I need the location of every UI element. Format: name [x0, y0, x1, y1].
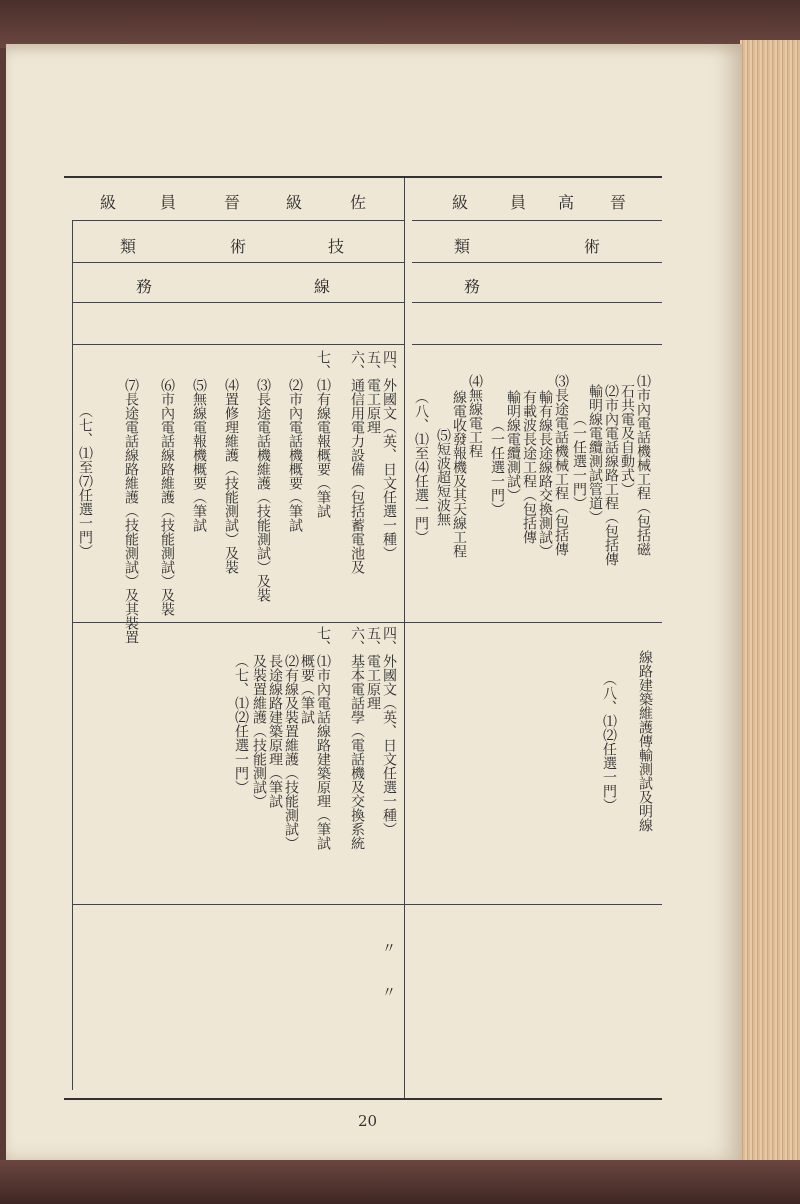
- left-b1-line-6: ⑶長途電話機維護（技能測試）及裝: [255, 378, 271, 602]
- header-rule-1-left: [72, 220, 404, 221]
- section-rule-1: [72, 622, 662, 623]
- right-b2-line-1: 線路建築維護傳輸測試及明線: [637, 650, 653, 832]
- right-b1-line-2: 石共電及自動式）: [619, 384, 635, 496]
- right-grade-char-3: 高: [558, 193, 575, 212]
- left-b1-line-5: ⑵市內電話機概要（筆試: [287, 378, 303, 532]
- left-b1-line-8: ⑸無線電報機概要（筆試: [191, 378, 207, 532]
- left-b2-line-9: （七、⑴⑵任選一門）: [233, 654, 249, 794]
- book-page: [6, 44, 742, 1160]
- ditto-mark-1: 〃: [382, 941, 396, 957]
- header-rule-2-right: [412, 262, 662, 263]
- left-b2-line-4: 七、⑴市內電話線路建築原理（筆試: [315, 626, 331, 850]
- left-b1-line-10: ⑺長途電話線路維護（技能測試）及其裝置: [123, 378, 139, 644]
- left-b2-line-6: ⑵有線及裝置維護（技能測試）: [283, 654, 299, 850]
- left-b2-line-5: 概要（筆試: [299, 654, 315, 724]
- left-b1-line-11: （七、⑴至⑺任選一門）: [77, 404, 93, 558]
- left-category-char-3: 技: [328, 237, 345, 256]
- right-b1-line-14: （八、⑴至⑷任選一門）: [413, 390, 429, 544]
- ditto-mark-2: 〃: [382, 985, 396, 1001]
- right-b1-line-13: ⑸短波超短波無: [435, 428, 451, 526]
- left-b2-line-7: 長途線路建築原理（筆試: [267, 654, 283, 808]
- left-b1-line-2: 五、電工原理: [365, 350, 381, 434]
- left-b2-line-1: 四、外國文（英、日文任選一種）: [381, 626, 397, 836]
- left-grade-char-1: 級: [100, 193, 117, 212]
- left-field-char-2: 線: [314, 277, 331, 296]
- left-grade-char-3: 晉: [224, 193, 241, 212]
- right-b1-line-3: ⑵市內電話線路工程（包括傳: [603, 384, 619, 566]
- left-b2-line-3: 六、基本電話學（電話機及交換系統: [349, 626, 365, 850]
- right-grade-char-2: 員: [510, 193, 527, 212]
- right-b1-line-1: ⑴市內電話機械工程（包括磁: [635, 374, 651, 556]
- right-b1-line-7: 輸有線長途線路交換測試）: [537, 390, 553, 558]
- left-b1-line-4: 七、⑴有線電報概要（筆試: [315, 350, 331, 518]
- left-field-char-1: 務: [136, 277, 153, 296]
- left-b2-line-8: 及裝置維護（技能測試）: [251, 654, 267, 808]
- left-grade-char-5: 佐: [350, 193, 367, 212]
- right-b1-line-12: 線電收發報機及其天線工程: [451, 390, 467, 558]
- book-cover-top: [0, 0, 800, 48]
- right-b1-line-10: （一任選一門）: [489, 418, 505, 516]
- right-category-char-1: 類: [454, 237, 471, 256]
- header-rule-4-right: [412, 344, 662, 345]
- left-grade-char-4: 級: [286, 193, 303, 212]
- page-number: 20: [358, 1112, 378, 1130]
- right-field-char-1: 務: [464, 277, 481, 296]
- right-b1-line-11: ⑷無線電工程: [467, 374, 483, 458]
- right-b1-line-4: 輸明線電纜測試管道）: [587, 384, 603, 524]
- left-category-char-2: 術: [230, 237, 247, 256]
- book-cover-bottom: [0, 1160, 800, 1204]
- right-category-char-2: 術: [584, 237, 601, 256]
- right-b1-line-6: ⑶長途電話機械工程（包括傳: [553, 374, 569, 556]
- left-b1-line-3: 六、通信用電力設備（包括蓄電池及: [349, 350, 365, 574]
- left-b1-line-1: 四、外國文（英、日文任選一種）: [381, 350, 397, 560]
- right-b1-line-8: 有載波長途工程（包括傳: [521, 390, 537, 544]
- page-stack-edge: [740, 40, 800, 1160]
- left-category-char-1: 類: [120, 237, 137, 256]
- left-b1-line-7: ⑷置修理維護（技能測試）及裝: [223, 378, 239, 574]
- left-border: [72, 220, 73, 1090]
- left-b2-line-2: 五、電工原理: [365, 626, 381, 710]
- right-b1-line-5: （一任選一門）: [571, 412, 587, 510]
- left-grade-char-2: 員: [160, 193, 177, 212]
- right-b2-line-2: （八、⑴⑵任選一門）: [601, 672, 617, 812]
- header-rule-3-right: [412, 302, 662, 303]
- header-rule-1-right: [412, 220, 662, 221]
- header-rule-3-left: [72, 302, 404, 303]
- header-rule-4-left: [72, 344, 404, 345]
- header-rule-2-left: [72, 262, 404, 263]
- right-grade-char-1: 級: [452, 193, 469, 212]
- right-b1-line-9: 輸明線電纜測試）: [505, 390, 521, 502]
- exam-subject-table: [64, 176, 662, 1100]
- right-grade-char-4: 晉: [610, 193, 627, 212]
- section-rule-2: [72, 904, 662, 905]
- left-b1-line-9: ⑹市內電話線路維護（技能測試）及裝: [159, 378, 175, 616]
- center-divider: [404, 178, 405, 1098]
